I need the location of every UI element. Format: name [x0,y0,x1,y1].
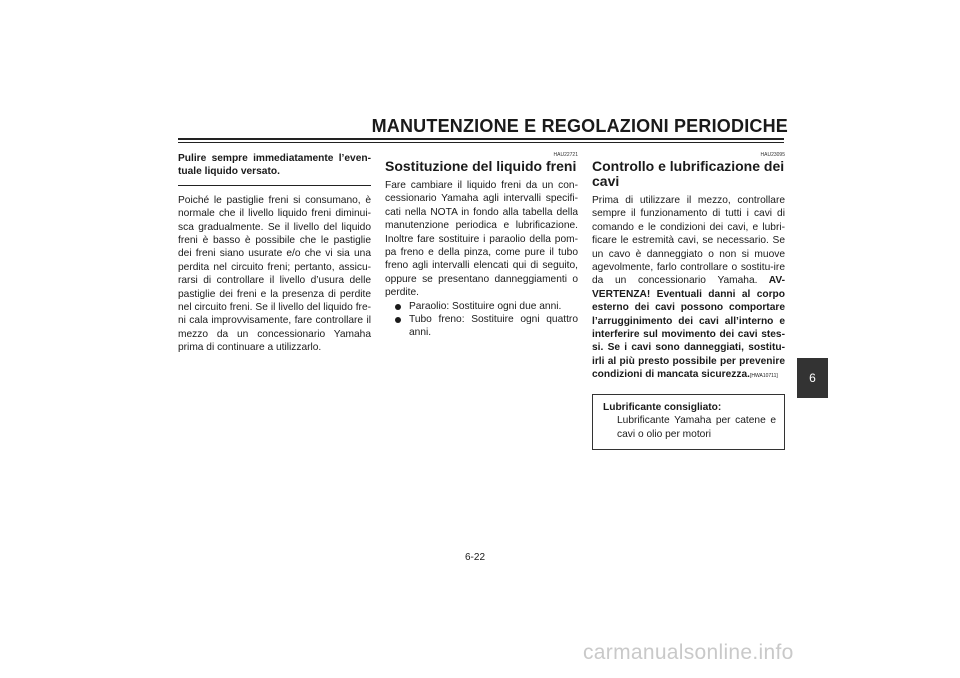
section-heading: Controllo e lubrificazione dei cavi [592,158,785,189]
lubricant-box-title: Lubrificante consigliato: [603,401,722,413]
cable-paragraph [592,194,785,384]
page-title: MANUTENZIONE E REGOLAZIONI PERIODICHE [371,116,788,136]
warning-code: [HWA10711] [749,373,778,380]
list-item-text: Paraolio: Sostituire ogni due anni. [409,300,562,312]
section-code: HAU23095 [760,152,785,158]
column-left [178,152,371,355]
page-number: 6-22 [465,552,486,563]
section-heading: Sostituzione del liquido freni [385,158,577,174]
spill-note: Pulire sempre immediatamente l’even-tuale liquido versato. [178,153,371,178]
lubricant-box [592,394,785,450]
chapter-tab: 6 [797,358,828,398]
watermark: carmanualsonline.info [583,641,794,664]
section-code: HAU22721 [553,152,578,158]
lubricant-box-body: Lubrificante Yamaha per catene e cavi o olio per motori [617,415,776,440]
warning-text: AV-VERTENZA! Eventuali danni al corpo esterno dei cavi possono comportare l’arrugginimento dei cavi all’interno e interferire sul movimento dei cavi stes-si. Se i cavi sono danneggiati, sostitu-irli al più presto possibile per prevenire condizioni di mancata sicurezza. [592,275,785,381]
brake-fluid-paragraph: Fare cambiare il liquido freni da un con-cessionario Yamaha agli intervalli specifi-cati nella NOTA in fondo alla tabella della manutenzione periodica e lubrificazione. Inoltre fare sostituire i paraolio della pom-pa freno e della pinza, come pure il tubo freno agli intervalli elencati qui di seguito, oppure se presentano danneggiamenti o perdite. [385,180,578,299]
title-rule-thin [178,142,784,143]
note-separator [178,185,371,186]
title-rule-thick [178,138,784,140]
column-middle [385,152,578,340]
list-item [385,300,578,313]
column-right [592,152,785,450]
list-item [385,313,578,340]
cable-text: Prima di utilizzare il mezzo, controllare sempre il funzionamento di tutti i cavi di comando e le condizioni dei cavi, e lubri-ficare le estremità cavi, se necessario. Se un cavo è danneggiato o non si muove agevolmente, farlo controllare o sostitu-ire da un concessionario Yamaha. [592,195,785,287]
bullet-icon [395,317,401,323]
list-item-text: Tubo freno: Sostituire ogni quattro anni. [409,314,578,339]
brake-pad-paragraph: Poiché le pastiglie freni si consumano, è normale che il livello liquido freni diminui-sca gradualmente. Se il livello del liquido freni è basso è possibile che le pastiglie dei freni siano usurate e/o che vi sia una perdita nel circuito freni; pertanto, assicu-rarsi di controllare il livello d’usura delle pastiglie dei freni e la presenza di perdite nel circuito freni. Se il livello del liquido fre-ni cala improvvisamente, fare controllare il mezzo da un concessionario Yamaha prima di continuare a utilizzarlo. [178,194,371,354]
bullet-icon [395,304,401,310]
